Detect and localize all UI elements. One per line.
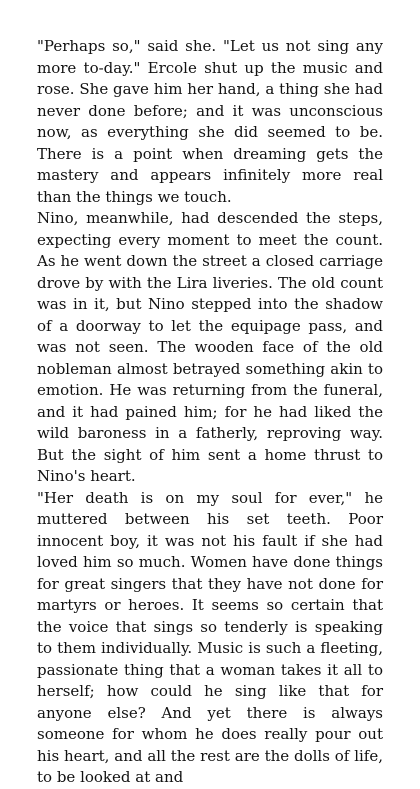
paragraph-3: "Her death is on my soul for ever," he muttered between his set teeth. Poor innocent boy, it was not his fault if she had loved him so much. Women have done things for great singers that they have not done for martyrs or heroes. It seems so certain that the voice that sings so tenderly is speaking to them individually. Music is such a fleeting, passionate thing that a woman takes it all to herself; how could he sing like that for anyone else? And yet there is always someone for whom he does really pour out his heart, and all the rest are the dolls of life, to be looked at and [37, 488, 383, 786]
paragraph-2: Nino, meanwhile, had descended the steps, expecting every moment to meet the count. As he went down the street a closed carriage drove by with the Lira liveries. The old count was in it, but Nino stepped into the shadow of a doorway to let the equipage pass, and was not seen. The wooden face of the old nobleman almost betrayed something akin to emotion. He was returning from the funeral, and it had pained him; for he had liked the wild baroness in a fatherly, reproving way. But the sight of him sent a home thrust to Nino's heart. [37, 209, 383, 485]
paragraph-1: "Perhaps so," said she. "Let us not sing any more to-day." Ercole shut up the music and rose. She gave him her hand, a thing she had never done before; and it was unconscious now, as everything she did seemed to be. There is a point when dreaming gets the mastery and appears infinitely more real than the things we touch. [37, 37, 383, 206]
page-text [37, 36, 383, 789]
